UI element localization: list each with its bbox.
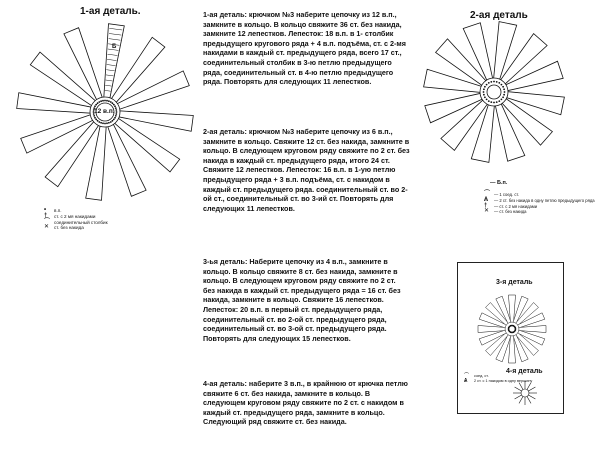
stitch-dot — [498, 100, 500, 102]
stitch-dot — [514, 327, 516, 329]
legend-symbol: ⌒ — [484, 191, 491, 197]
part3-flower-diagram — [472, 289, 552, 369]
stitch-dot — [486, 84, 488, 86]
stitch-dot — [104, 123, 106, 125]
stitch-dot — [116, 111, 118, 113]
stitch-dot — [496, 101, 498, 103]
part1-petal-label: Б — [112, 44, 117, 50]
stitch-dot — [501, 99, 503, 101]
part4-title: 4-я деталь — [506, 368, 543, 375]
stitch-dot — [501, 84, 503, 86]
stitch-dot — [496, 81, 498, 83]
legend-text: 2 ст. с 1 накидом в одну вершину — [474, 379, 533, 383]
stitch-dot — [484, 86, 486, 88]
legend-symbol: ✕ — [484, 208, 490, 215]
stitch-dot — [95, 119, 97, 121]
stitch-dot — [483, 91, 485, 93]
stitch-dot — [97, 102, 99, 104]
part1-legend — [44, 208, 108, 231]
stitch-dot — [483, 88, 485, 90]
stitch-dot — [115, 113, 117, 115]
inner-ring — [487, 85, 501, 99]
stitch-dot — [486, 99, 488, 101]
legend-symbol: Ѧ — [484, 196, 489, 203]
legend-row — [44, 225, 108, 231]
stitch-dot — [97, 120, 99, 122]
legend-text: соединительный столбик — [54, 219, 108, 225]
stitch-dot — [114, 105, 116, 107]
stitch-dot — [115, 109, 117, 111]
legend-symbol: † — [44, 212, 48, 219]
stitch-dot — [504, 91, 506, 93]
legend-symbol: † — [484, 202, 488, 209]
legend-text: — ст. с 2 мя накидами — [494, 203, 538, 209]
legend-text: соед. ст. — [474, 374, 489, 378]
stitch-dot — [108, 122, 110, 124]
stitch-dot — [115, 107, 117, 109]
stitch-dot — [112, 120, 114, 122]
stitch-dot — [98, 121, 100, 123]
part2-instructions-text: 2-ая деталь: крючком №3 наберите цепочку из 6 в.п., замкните в кольцо. Свяжите 12 ст. без накида, замкните в кольцо. В следующем круговом ряду свяжите по 2 ст. без накида в каждый ст. предыдущего ряда, итого 24 ст. Свяжите 12 лепестков. Лепесток: 16 в.п. в 1-ую петлю предыдущего ряда + 3 в.п. подъёма, ст. с накидом в каждый ст. предыдущего ряда. соединительный ст. во 2-ой ст., соединительный ст. во 3-ий ст. Повторять для следующих 11 лепестков. — [203, 127, 410, 213]
part4-instructions — [203, 379, 411, 427]
part2-title: 2-ая деталь — [470, 10, 528, 21]
part3-part4-box — [457, 262, 564, 414]
part1-instructions — [203, 10, 410, 87]
stitch-dot — [106, 100, 108, 102]
legend-symbol: ⌒ — [464, 373, 470, 379]
stitch-dot — [100, 122, 102, 124]
part3-instructions-text: 3-ья деталь: Наберите цепочку из 4 в.п., замкните в кольцо. В кольцо свяжите 8 ст. без накида, замкните в кольцо. В следующем круговом ряду свяжите по 2 ст. без накида в каждый ст. предыдущего ряда = 16 ст. без накида, замкните в кольцо. Свяжите 16 лепестков. Лепесток: 20 в.п. в первый ст. предыдущего ряда, соединительный ст. во 2-ой ст. предыдущего ряда, соединительный ст. во 3-ой ст. предыдущего ряда. Повторять для следующих 15 лепестков. — [203, 257, 401, 343]
stitch-dot — [94, 105, 96, 107]
stitch-dot — [106, 122, 108, 124]
center-ring — [521, 389, 529, 397]
legend-symbol: • — [44, 207, 47, 213]
stitch-dot — [502, 86, 504, 88]
stitch-dot — [114, 117, 116, 119]
stitch-dot — [95, 104, 97, 106]
stitch-dot — [503, 88, 505, 90]
stitch-dot — [113, 119, 115, 121]
stitch-dot — [493, 102, 495, 104]
stitch-dot — [110, 121, 112, 123]
stitch-dot — [98, 101, 100, 103]
legend-row — [484, 209, 595, 215]
stitch-dot — [108, 100, 110, 102]
stitch-dot — [102, 122, 104, 124]
stitch-dot — [102, 100, 104, 102]
part1-instructions-text: 1-ая деталь: крючком №3 наберите цепочку из 12 в.п., замкните в кольцо. В кольцо свяжите 36 ст. без накида, замкните 12 лепестков. Лепесток: 18 в.п. в 1- столбик предыдущего кругового ряда + 4 в.п. подъёма, ст. с 2-мя накидами в каждый ст. предыдущего ряда, всего 17 ст., соединительный столбик в 3-ю петлю предыдущего ряда, соединительный ст. в 4-ю петлю предыдущего ряда. Повторять для следующих 11 лепестков. — [203, 10, 406, 87]
part3-instructions — [203, 257, 409, 343]
stitch-dot — [503, 94, 505, 96]
part4-instructions-text: 4-ая деталь: наберите 3 в.п., в крайнюю от крючка петлю свяжите 6 ст. без накида, замкните в кольцо. В следующем круговом ряду свяжите по 2 ст. с накидом в каждый ст. предыдущего ряда, замкните в кольцо. Следующий ряд свяжите ст. без накида. — [203, 379, 408, 427]
stitch-dot — [113, 104, 115, 106]
part3-title: 3-я деталь — [496, 279, 533, 286]
stitch-dot — [498, 82, 500, 84]
legend-text: ст. без накида — [54, 225, 84, 231]
stitch-dot — [502, 96, 504, 98]
stitch-dot — [490, 81, 492, 83]
stitch-dot — [115, 115, 117, 117]
legend-text: в.п. — [54, 208, 62, 213]
center-ring — [505, 322, 519, 336]
legend-text: ст. с 2 мя накидами — [54, 213, 96, 219]
stitch-dot — [93, 115, 95, 117]
stitch-dot — [484, 96, 486, 98]
legend-symbol: Ѧ — [464, 378, 468, 384]
legend-text: — ст. без накида — [494, 209, 527, 215]
stitch-dot — [488, 82, 490, 84]
part2-flower-diagram — [414, 22, 574, 182]
part2-instructions — [203, 127, 411, 213]
stitch-dot — [100, 100, 102, 102]
stitch-dot — [104, 100, 106, 102]
part2-legend — [484, 192, 595, 215]
stitch-dot — [94, 117, 96, 119]
stitch-dot — [483, 94, 485, 96]
part2-label: — Б.п. — [490, 180, 508, 186]
part1-center-label: 12 в.п. — [94, 108, 115, 115]
legend-text: — 2 ст. без накида в одну петлю предыдущего ряда — [494, 197, 595, 203]
part1-title: 1-ая деталь. — [80, 6, 141, 17]
legend-symbol: ⌒ — [44, 218, 51, 225]
legend-symbol: ✕ — [44, 224, 50, 231]
stitch-dot — [488, 100, 490, 102]
stitch-dot — [112, 102, 114, 104]
stitch-dot — [493, 81, 495, 83]
stitch-dot — [110, 101, 112, 103]
part4-flower-diagram — [510, 378, 540, 408]
stitch-dot — [490, 101, 492, 103]
legend-text: — 1 соед. ст. — [494, 192, 520, 197]
